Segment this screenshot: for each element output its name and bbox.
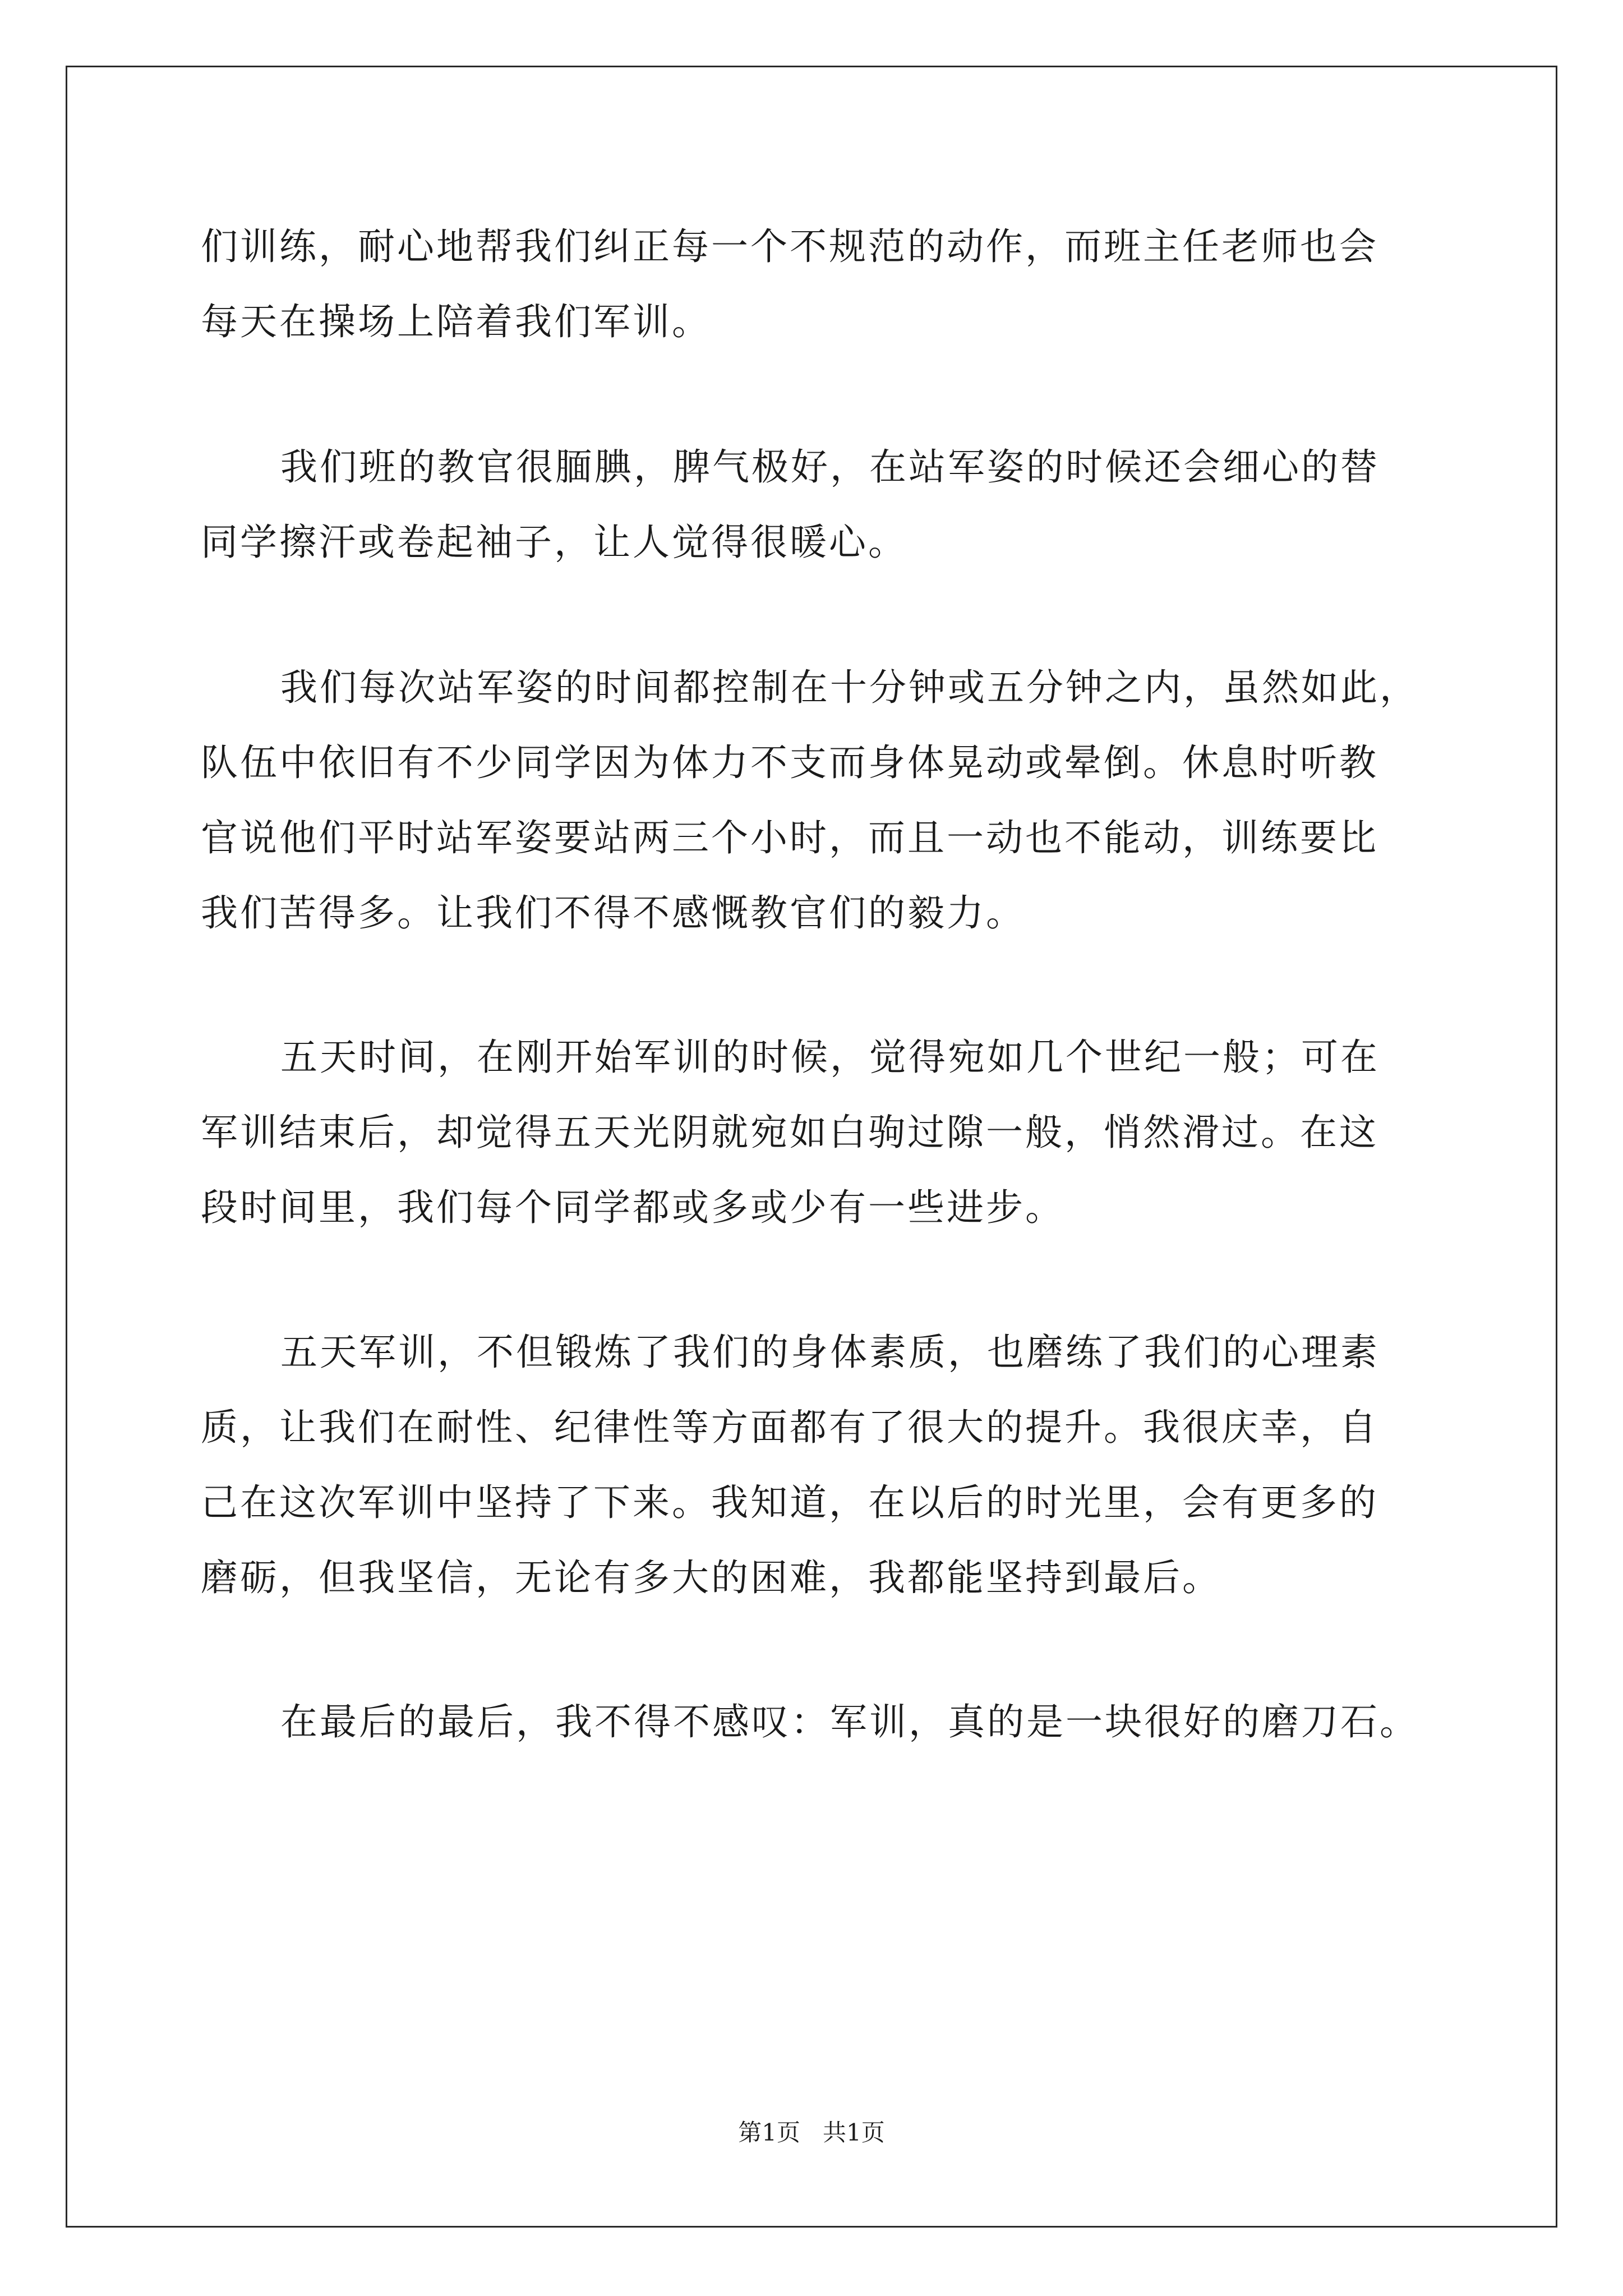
page-number: 第1页	[738, 2119, 800, 2146]
paragraph-first-line: 我们每次站军姿的时间都控制在十分钟或五分钟之内，虽然如此，	[280, 666, 1419, 709]
page-footer	[0, 2119, 1623, 2146]
text-line: 军训结束后，却觉得五天光阴就宛如白驹过隙一般，悄然滑过。在这	[201, 1111, 1378, 1154]
text-line: 段时间里，我们每个同学都或多或少有一些进步。	[201, 1186, 1064, 1229]
text-line: 们训练，耐心地帮我们纠正每一个不规范的动作，而班主任老师也会	[201, 225, 1378, 268]
text-line: 己在这次军训中坚持了下来。我知道，在以后的时光里，会有更多的	[201, 1481, 1378, 1524]
text-line: 质，让我们在耐性、纪律性等方面都有了很大的提升。我很庆幸，自	[201, 1406, 1378, 1449]
page-total: 共1页	[823, 2119, 885, 2146]
text-line: 官说他们平时站军姿要站两三个小时，而且一动也不能动，训练要比	[201, 816, 1378, 859]
text-line: 队伍中依旧有不少同学因为体力不支而身体晃动或晕倒。休息时听教	[201, 741, 1378, 784]
text-line: 磨砺，但我坚信，无论有多大的困难，我都能坚持到最后。	[201, 1556, 1221, 1599]
paragraph-first-line: 我们班的教官很腼腆，脾气极好，在站军姿的时候还会细心的替	[280, 445, 1380, 489]
paragraph-first-line: 在最后的最后，我不得不感叹：军训，真的是一块很好的磨刀石。	[280, 1700, 1419, 1743]
text-line: 每天在操场上陪着我们军训。	[201, 300, 711, 343]
text-line: 同学擦汗或卷起袖子，让人觉得很暖心。	[201, 521, 907, 564]
paragraph-first-line: 五天军训，不但锻炼了我们的身体素质，也磨练了我们的心理素	[280, 1331, 1380, 1374]
paragraph-first-line: 五天时间，在刚开始军训的时候，觉得宛如几个世纪一般；可在	[280, 1036, 1380, 1079]
text-line: 我们苦得多。让我们不得不感慨教官们的毅力。	[201, 891, 1025, 935]
